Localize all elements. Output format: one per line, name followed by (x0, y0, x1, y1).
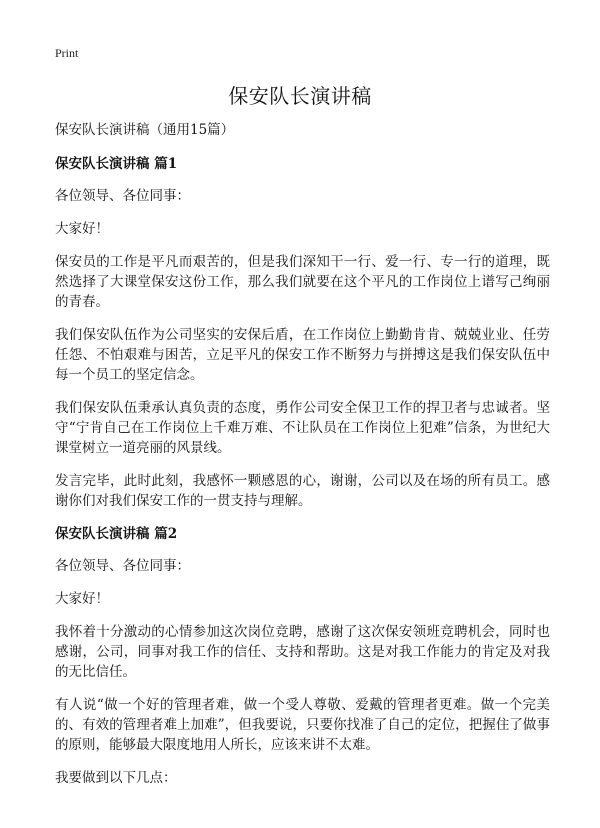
document-body (55, 120, 550, 801)
paragraph: 各位领导、各位同事： (55, 558, 190, 574)
print-label: Print (55, 46, 79, 60)
section-2 (55, 524, 550, 788)
section-heading: 保安队长演讲稿 篇1 (55, 156, 178, 172)
document-subtitle: 保安队长演讲稿（通用15篇） (55, 122, 235, 138)
paragraph: 大家好！ (55, 591, 109, 607)
paragraph: 发言完毕，此时此刻，我感怀一颗感恩的心，谢谢，公司以及在场的所有员工。感谢你们对我们保安工作的一贯支持与理解。 (55, 473, 550, 509)
paragraph: 我们保安队伍秉承认真负责的态度，勇作公司安全保卫工作的捍卫者与忠诚者。坚守“宁肯自己在工作岗位上千难万难、不让队员在工作岗位上犯难”信条，为世纪大课堂树立一道亮丽的风景线。 (55, 400, 550, 456)
paragraph: 各位领导、各位同事： (55, 188, 190, 204)
section-1 (55, 154, 550, 511)
paragraph: 我们保安队伍作为公司坚实的安保后盾，在工作岗位上勤勤肯肯、兢兢业业、任劳任怨、不怕艰难与困苦，立足平凡的保安工作不断努力与拼搏这是我们保安队伍中每一个员工的坚定信念。 (55, 327, 550, 383)
section-heading: 保安队长演讲稿 篇2 (55, 526, 178, 542)
document-title: 保安队长演讲稿 (228, 84, 372, 108)
paragraph: 保安员的工作是平凡而艰苦的，但是我们深知干一行、爱一行、专一行的道理，既然选择了大课堂保安这份工作，那么我们就要在这个平凡的工作岗位上谱写己绚丽的青春。 (55, 254, 550, 310)
paragraph: 我怀着十分激动的心情参加这次岗位竞聘，感谢了这次保安领班竞聘机会，同时也感谢，公司，同事对我工作的信任、支持和帮助。这是对我工作能力的肯定及对我的无比信任。 (55, 624, 550, 680)
paragraph: 大家好！ (55, 221, 109, 237)
paragraph: 我要做到以下几点： (55, 770, 177, 786)
paragraph: 有人说“做一个好的管理者难，做一个受人尊敬、爱戴的管理者更难。做一个完美的、有效的管理者难上加难”，但我要说，只要你找准了自己的定位，把握住了做事的原则，能够最大限度地用人所长，应该来讲不太难。 (55, 697, 550, 753)
